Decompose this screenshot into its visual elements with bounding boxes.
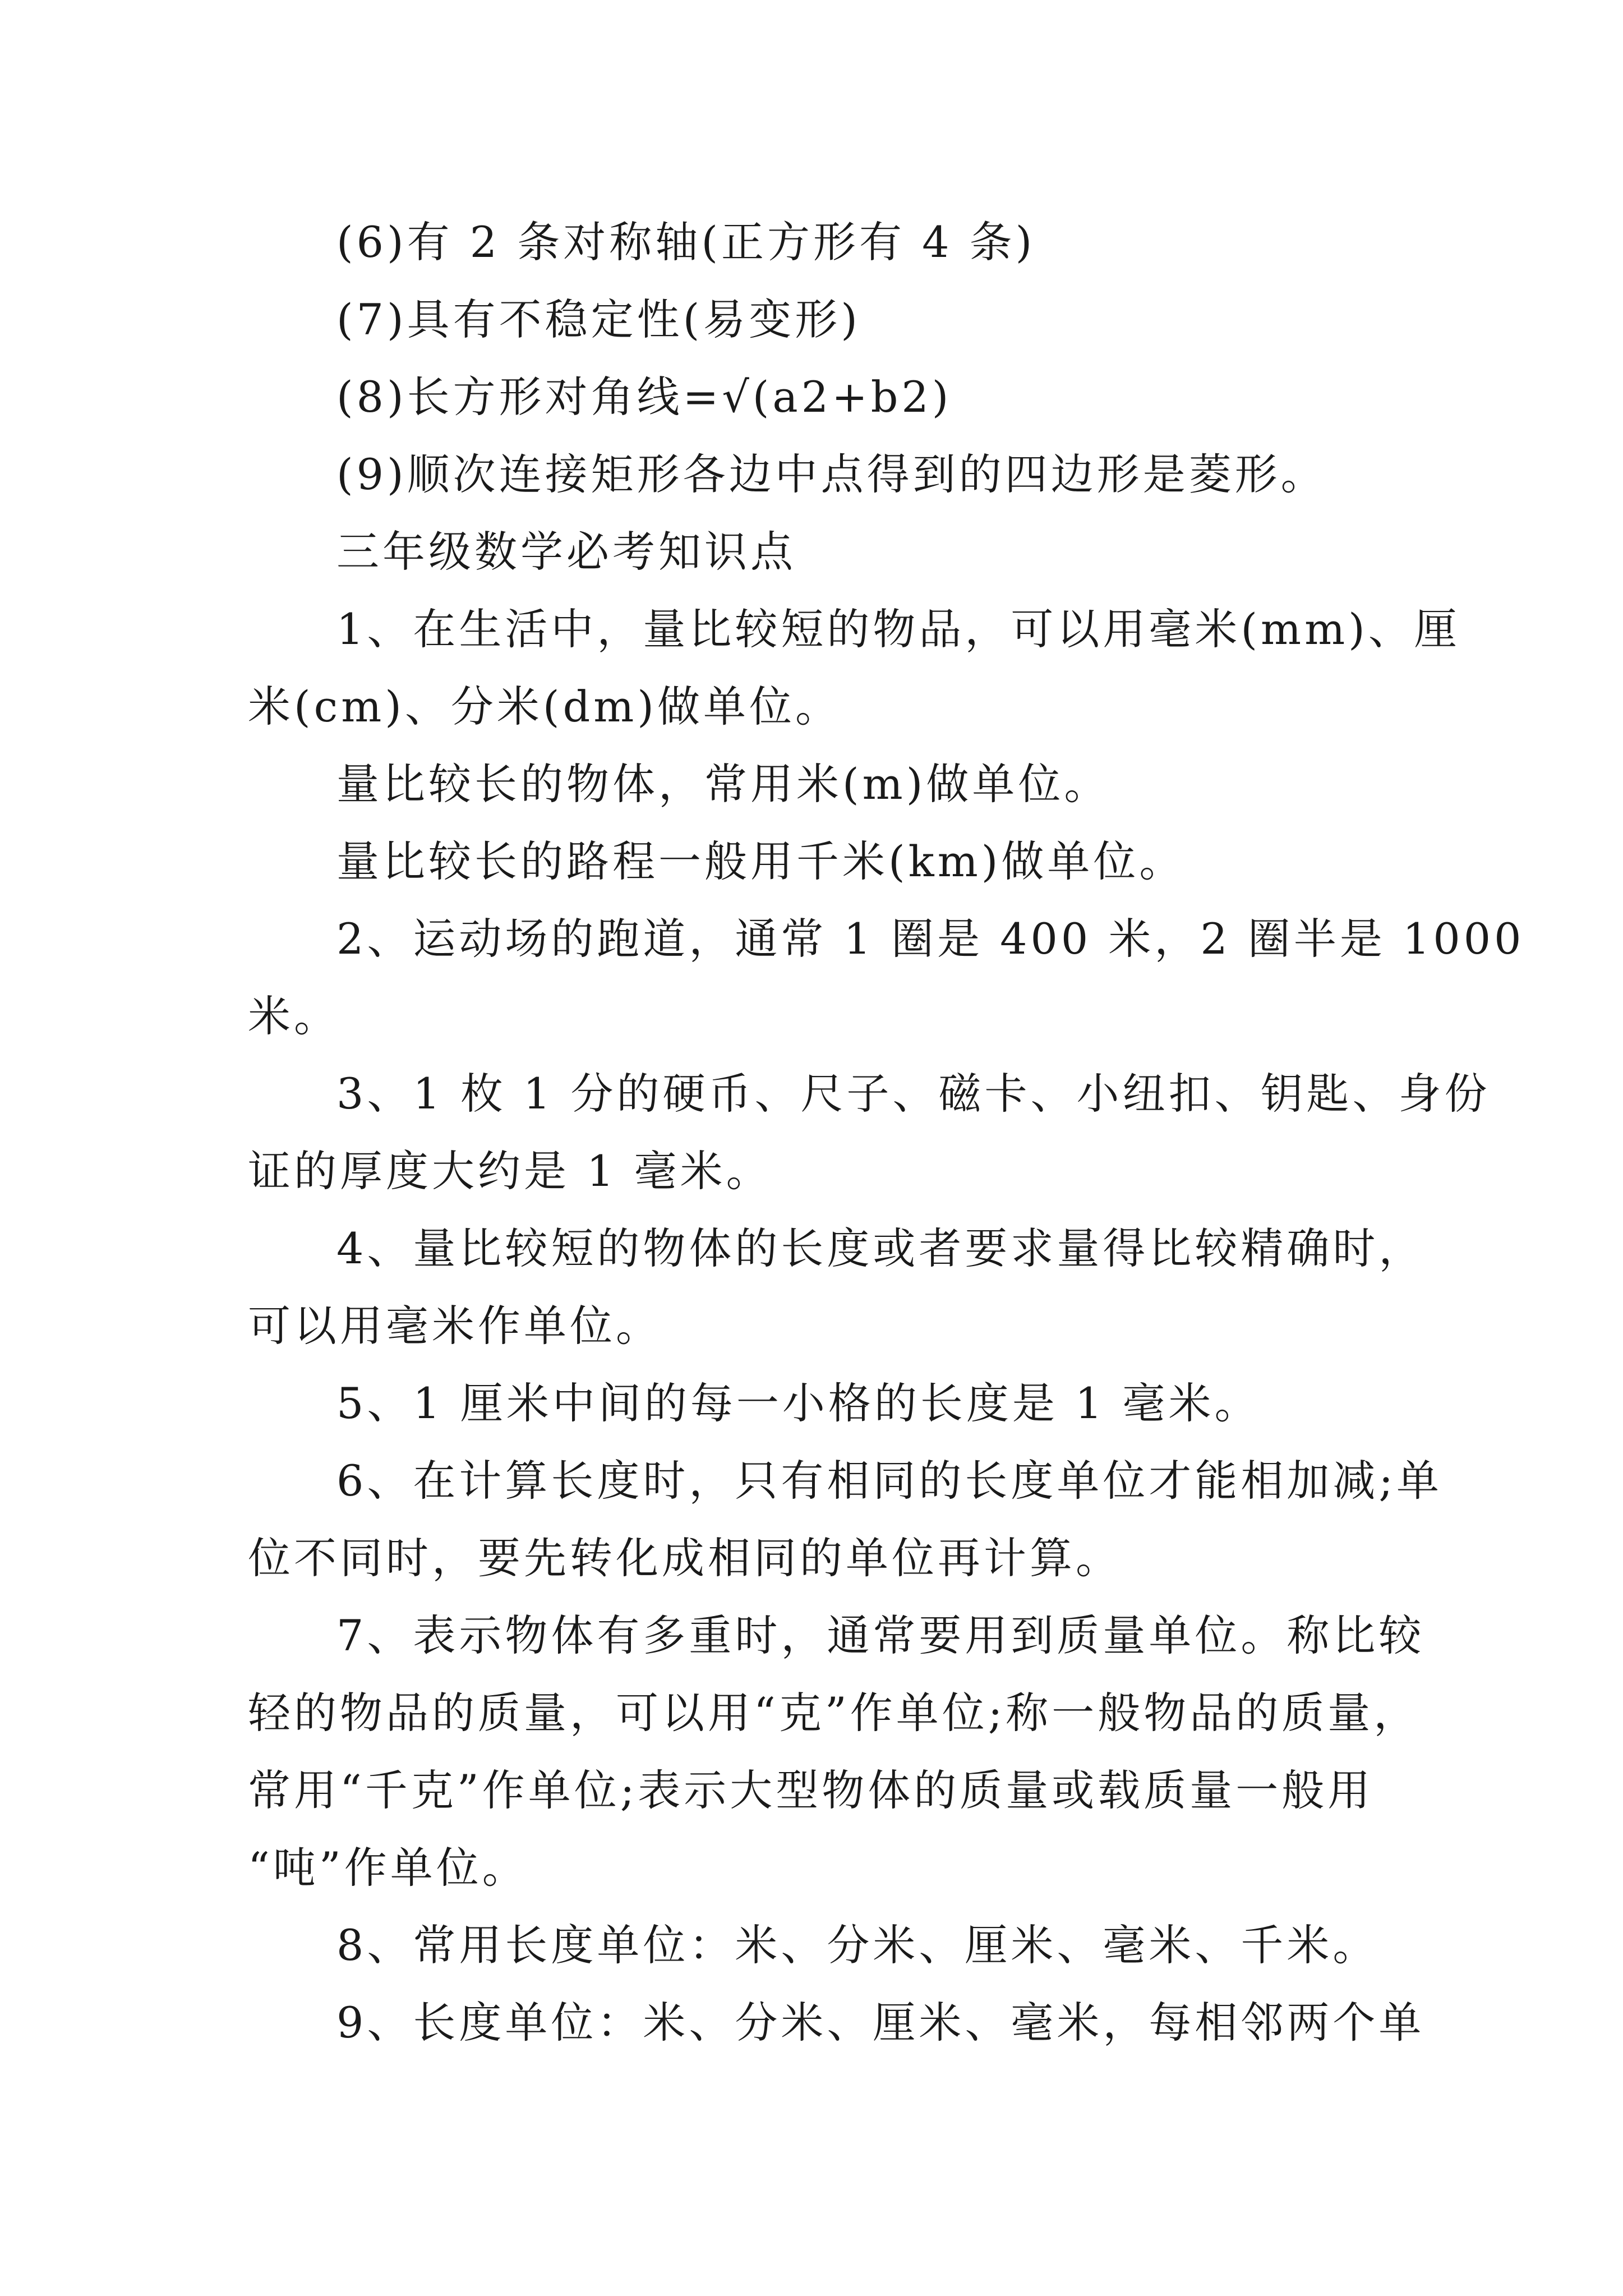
point-7-line-3: 常用“千克”作单位;表示大型物体的质量或载质量一般用 (248, 1765, 1374, 1815)
point-1-line-2: 米(cm)、分米(dm)做单位。 (248, 682, 841, 731)
text-line-7-instability: (7)具有不稳定性(易变形) (336, 295, 861, 344)
point-3-line-1: 3、1 枚 1 分的硬币、尺子、磁卡、小纽扣、钥匙、身份 (336, 1069, 1491, 1119)
text-line-6-symmetry-axes: (6)有 2 条对称轴(正方形有 4 条) (336, 217, 1036, 267)
point-1-line-3: 量比较长的物体，常用米(m)做单位。 (336, 759, 1110, 809)
point-6-line-1: 6、在计算长度时，只有相同的长度单位才能相加减;单 (336, 1456, 1442, 1506)
point-3-line-2: 证的厚度大约是 1 毫米。 (248, 1146, 772, 1196)
text-line-9-rhombus: (9)顺次连接矩形各边中点得到的四边形是菱形。 (336, 449, 1327, 499)
point-8-line-1: 8、常用长度单位：米、分米、厘米、毫米、千米。 (336, 1920, 1379, 1970)
text-line-8-diagonal-formula: (8)长方形对角线=√(a2+b2) (336, 372, 952, 422)
section-heading: 三年级数学必考知识点 (336, 527, 796, 577)
point-5-line-1: 5、1 厘米中间的每一小格的长度是 1 毫米。 (336, 1378, 1261, 1428)
point-7-line-4: “吨”作单位。 (248, 1843, 528, 1893)
point-7-line-2: 轻的物品的质量，可以用“克”作单位;称一般物品的质量， (248, 1688, 1420, 1738)
point-9-line-1: 9、长度单位：米、分米、厘米、毫米，每相邻两个单 (336, 1998, 1425, 2047)
point-2-line-1: 2、运动场的跑道，通常 1 圈是 400 米，2 圈半是 1000 (336, 914, 1525, 964)
point-7-line-1: 7、表示物体有多重时，通常要用到质量单位。称比较 (336, 1611, 1425, 1660)
point-4-line-2: 可以用毫米作单位。 (248, 1301, 662, 1351)
point-1-line-4: 量比较长的路程一般用千米(km)做单位。 (336, 836, 1186, 886)
point-4-line-1: 4、量比较短的物体的长度或者要求量得比较精确时， (336, 1223, 1425, 1273)
point-1-line-1: 1、在生活中，量比较短的物品，可以用毫米(mm)、厘 (336, 604, 1460, 654)
point-6-line-2: 位不同时，要先转化成相同的单位再计算。 (248, 1533, 1122, 1583)
point-2-line-2: 米。 (248, 991, 340, 1041)
